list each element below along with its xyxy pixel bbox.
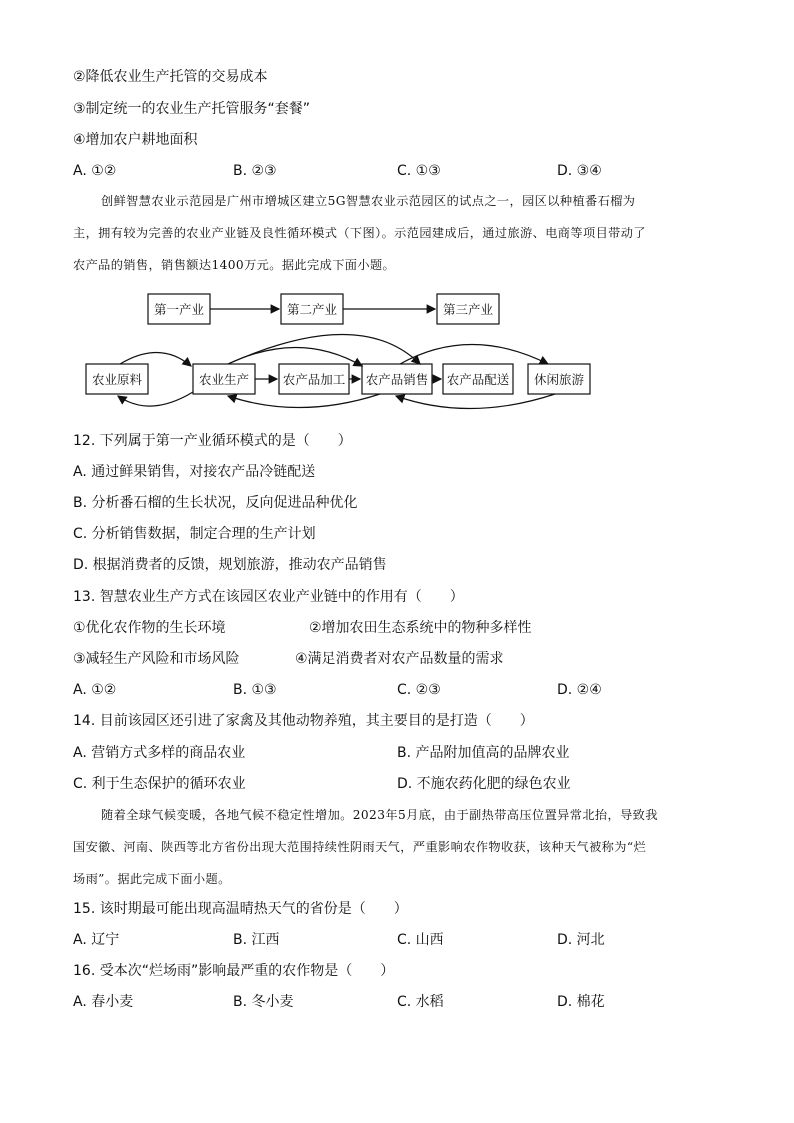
q14-choice-c: C. 利于生态保护的循环农业 bbox=[73, 776, 246, 792]
passage-2-line: 国安徽、河南、陕西等北方省份出现大范围持续性阴雨天气，严重影响农作物收获，该种天气被称为“烂 bbox=[73, 840, 647, 854]
passage-1-line: 农产品的销售，销售额达1400万元。据此完成下面小题。 bbox=[73, 258, 396, 272]
q13-choice-a: A. ①② bbox=[73, 682, 117, 698]
passage-2 bbox=[73, 799, 723, 895]
box-agri-raw-materials bbox=[86, 364, 148, 394]
q14-choice-d: D. 不施农药化肥的绿色农业 bbox=[397, 776, 571, 792]
q11-choice-c: C. ①③ bbox=[397, 163, 441, 179]
arc-tourism-to-sales bbox=[396, 394, 555, 409]
q16-choice-a: A. 春小麦 bbox=[73, 994, 134, 1010]
q14-choice-b: B. 产品附加值高的品牌农业 bbox=[397, 745, 570, 761]
svg-text:农业原料: 农业原料 bbox=[91, 372, 143, 387]
industry-chain-diagram bbox=[0, 0, 794, 420]
q13-choice-d: D. ②④ bbox=[557, 682, 602, 698]
option-line-2: ②降低农业生产托管的交易成本 bbox=[73, 69, 268, 85]
q16-choice-b: B. 冬小麦 bbox=[233, 994, 294, 1010]
box-distribution bbox=[443, 364, 513, 394]
q15-choice-c: C. 山西 bbox=[397, 932, 444, 948]
passage-1-line: 创鲜智慧农业示范园是广州市增城区建立5G智慧农业示范园区的试点之一，园区以种植番石榴为 bbox=[101, 194, 636, 208]
q13-stem: 13. 智慧农业生产方式在该园区农业产业链中的作用有（ ） bbox=[73, 589, 464, 605]
svg-text:第一产业: 第一产业 bbox=[153, 302, 205, 317]
q13-choice-c: C. ②③ bbox=[397, 682, 441, 698]
q16-choice-c: C. 水稻 bbox=[397, 994, 444, 1010]
q13-item-3: ③减轻生产风险和市场风险 bbox=[73, 651, 240, 667]
svg-text:第二产业: 第二产业 bbox=[286, 302, 338, 317]
passage-2-line: 场雨”。据此完成下面小题。 bbox=[73, 872, 231, 886]
svg-text:农业生产: 农业生产 bbox=[198, 372, 250, 387]
box-tertiary-industry bbox=[437, 294, 499, 324]
option-line-4: ④增加农户耕地面积 bbox=[73, 132, 198, 148]
box-secondary-industry bbox=[281, 294, 343, 324]
q15-stem: 15. 该时期最可能出现高温晴热天气的省份是（ ） bbox=[73, 901, 408, 917]
q16-choice-d: D. 棉花 bbox=[557, 994, 605, 1010]
passage-2-line: 随着全球气候变暖，各地气候不稳定性增加。2023年5月底，由于副热带高压位置异常北抬，导致我 bbox=[101, 808, 658, 822]
q12-choice-d: D. 根据消费者的反馈，规划旅游，推动农产品销售 bbox=[73, 557, 387, 573]
q13-item-2: ②增加农田生态系统中的物种多样性 bbox=[309, 620, 532, 636]
svg-text:农产品配送: 农产品配送 bbox=[446, 372, 510, 387]
arc-production-to-sales bbox=[228, 347, 362, 366]
q15-choice-b: B. 江西 bbox=[233, 932, 280, 948]
box-agri-production bbox=[193, 364, 255, 394]
q14-choice-a: A. 营销方式多样的商品农业 bbox=[73, 745, 246, 761]
q14-stem: 14. 目前该园区还引进了家禽及其他动物养殖，其主要目的是打造（ ） bbox=[73, 713, 534, 729]
q15-choice-d: D. 河北 bbox=[557, 932, 605, 948]
q12-choice-a: A. 通过鲜果销售，对接农产品冷链配送 bbox=[73, 464, 316, 480]
q12-choice-b: B. 分析番石榴的生长状况，反向促进品种优化 bbox=[73, 495, 358, 511]
option-line-3: ③制定统一的农业生产托管服务“套餐” bbox=[73, 101, 311, 117]
svg-text:农产品销售: 农产品销售 bbox=[365, 372, 429, 387]
q13-item-4: ④满足消费者对农产品数量的需求 bbox=[295, 651, 504, 667]
svg-text:农产品加工: 农产品加工 bbox=[282, 372, 346, 387]
q11-choice-d: D. ③④ bbox=[557, 163, 602, 179]
arc-production-to-sales-upper bbox=[228, 335, 420, 365]
q13-choice-b: B. ①③ bbox=[233, 682, 277, 698]
arc-sales-to-production bbox=[228, 394, 380, 408]
box-leisure-tourism bbox=[528, 364, 590, 394]
box-processing bbox=[279, 364, 349, 394]
q13-item-1: ①优化农作物的生长环境 bbox=[73, 620, 226, 636]
box-primary-industry bbox=[148, 294, 210, 324]
q12-stem: 12. 下列属于第一产业循环模式的是（ ） bbox=[73, 433, 352, 449]
q11-choice-b: B. ②③ bbox=[233, 163, 277, 179]
q15-choice-a: A. 辽宁 bbox=[73, 932, 120, 948]
q11-choice-a: A. ①② bbox=[73, 163, 117, 179]
passage-1-line: 主，拥有较为完善的农业产业链及良性循环模式（下图）。示范园建成后，通过旅游、电商等项目带动了 bbox=[73, 226, 646, 240]
q16-stem: 16. 受本次“烂场雨”影响最严重的农作物是（ ） bbox=[73, 963, 395, 979]
q12-choice-c: C. 分析销售数据，制定合理的生产计划 bbox=[73, 526, 316, 542]
svg-text:第三产业: 第三产业 bbox=[442, 302, 494, 317]
arc-sales-to-tourism bbox=[400, 345, 548, 365]
box-sales bbox=[362, 364, 432, 394]
svg-text:休闲旅游: 休闲旅游 bbox=[533, 372, 585, 387]
